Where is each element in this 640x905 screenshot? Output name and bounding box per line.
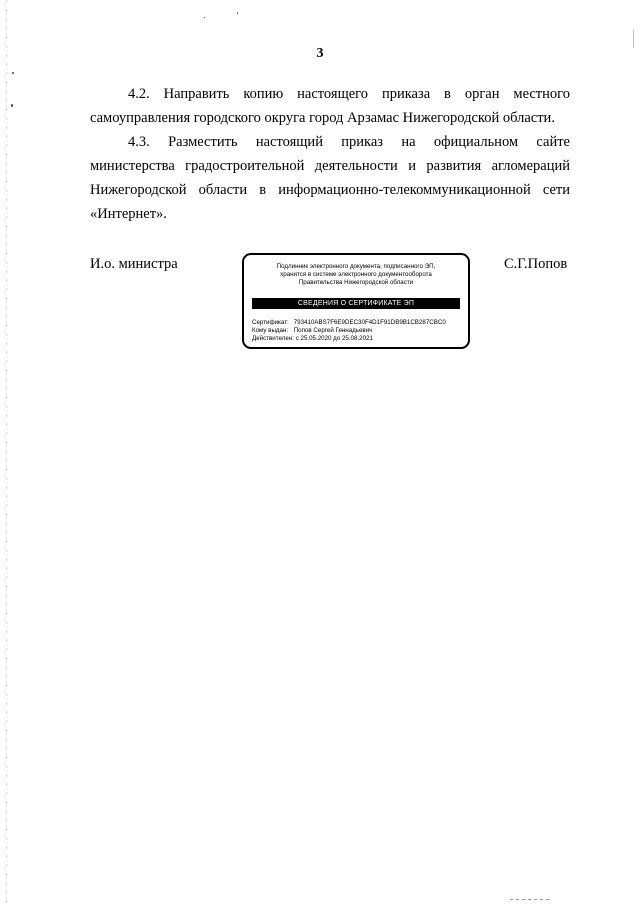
scan-speck — [12, 72, 14, 74]
scan-bottom-artifact — [510, 899, 550, 900]
stamp-header-line: Правительства Нижегородской области — [298, 279, 414, 286]
scan-speck — [11, 104, 13, 107]
certificate-value: 793410ABS7F6E9DEC30F4D1F91DB9B1CB287CBC0 — [293, 319, 446, 326]
stamp-header — [252, 263, 460, 287]
issued-to-row — [252, 327, 462, 335]
signatory-title: И.о. министра — [90, 256, 178, 272]
paragraph-4-2: 4.2. Направить копию настоящего приказа в орган местного самоуправления городского округа город Арзамас Нижегородской области. — [90, 86, 570, 126]
page-number: 3 — [316, 46, 324, 61]
scan-edge-artifact — [6, 0, 7, 905]
stamp-header-line: Подлинник электронного документа, подписанного ЭП, — [276, 263, 436, 270]
scan-speck — [204, 17, 205, 18]
valid-value: с 25.05.2020 до 25.08.2021 — [295, 335, 373, 342]
paragraph-4-3: 4.3. Разместить настоящий приказ на официальном сайте министерства градостроительной деятельности и развития агломераций Нижегородской области в информационно-телекоммуникационной сети «Интернет». — [90, 134, 570, 222]
certificate-row — [252, 319, 462, 327]
valid-label: Действителен: — [252, 335, 294, 342]
signatory-name: С.Г.Попов — [504, 256, 568, 272]
issued-to-value: Попов Сергей Геннадьевич — [293, 327, 373, 334]
valid-row — [252, 335, 462, 343]
stamp-header-line: хранится в системе электронного документооборота — [280, 271, 432, 278]
issued-to-label: Кому выдан: — [252, 327, 289, 334]
stamp-details — [252, 319, 462, 343]
scan-speck — [237, 12, 238, 14]
certificate-label: Сертификат: — [252, 319, 289, 326]
stamp-banner: СВЕДЕНИЯ О СЕРТИФИКАТЕ ЭП — [252, 298, 460, 309]
electronic-signature-stamp — [242, 253, 470, 349]
